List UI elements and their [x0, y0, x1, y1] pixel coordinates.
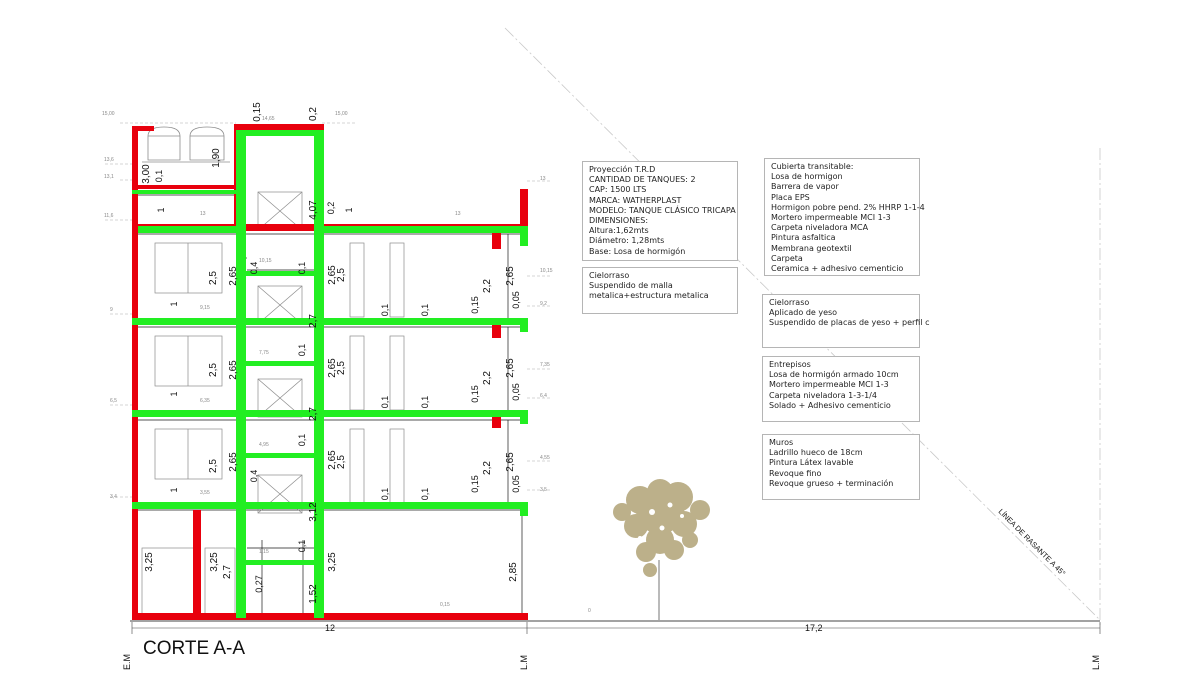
level-mark: 1,15	[259, 549, 269, 555]
level-mark: 4,95	[259, 442, 269, 448]
level-mark: 4,55	[540, 455, 550, 461]
dimension-label: 1	[344, 207, 354, 213]
note-cielorraso-2	[762, 294, 930, 348]
level-mark: 3,55	[200, 490, 210, 496]
note-line: Membrana geotextil	[771, 243, 852, 253]
dimension-label: 0,05	[511, 291, 521, 309]
note-line: Placa EPS	[771, 192, 810, 202]
note-muros	[762, 434, 920, 500]
note-line: Carpeta niveladora MCA	[771, 223, 869, 233]
note-line: Base: Losa de hormigón	[589, 246, 686, 256]
level-mark: 9,15	[200, 305, 210, 311]
level-mark: 3,4	[110, 494, 117, 500]
dimension-label: 2,65	[505, 358, 516, 378]
dimension-label: 0,15	[470, 475, 480, 493]
note-line: Diámetro: 1,28mts	[589, 236, 665, 246]
dimension-label: 3,25	[327, 552, 338, 572]
level-mark: 13	[540, 176, 546, 182]
dimension-label: 0,1	[380, 303, 390, 317]
dimension-label: 0,2	[308, 107, 319, 121]
level-mark: 15,00	[102, 111, 115, 117]
dimension-label: 0,05	[511, 475, 521, 493]
dimension-label: 2,65	[228, 360, 239, 380]
dimension-label: 1	[169, 391, 179, 397]
dimension-label: 1	[169, 301, 179, 307]
note-line: CANTIDAD DE TANQUES: 2	[589, 175, 696, 185]
note-line: Mortero impermeable MCI 1-3	[771, 213, 891, 223]
dimension-label: 0,15	[252, 102, 263, 122]
level-mark: 13,1	[104, 174, 114, 180]
level-mark: 11,6	[104, 213, 114, 219]
ground-floor-gates	[142, 548, 235, 614]
level-mark: 13	[455, 211, 461, 217]
level-mark: 10,15	[540, 268, 553, 274]
dimension-label: 2,2	[482, 279, 493, 293]
dimension-label: 0,1	[380, 395, 390, 409]
dimension-label: 2,7	[308, 314, 319, 328]
dimension-label: 2,5	[208, 459, 219, 473]
note-line: MODELO: TANQUE CLÁSICO TRICAPA	[589, 205, 736, 215]
note-line: Proyección T.R.D	[589, 165, 656, 174]
dimension-label: 0,1	[297, 261, 307, 275]
dimension-label: 2,5	[208, 271, 219, 285]
drawing-title: CORTE A-A	[143, 638, 246, 659]
note-line: Cubierta transitable:	[771, 162, 854, 171]
note-line: Entrepisos	[769, 360, 811, 369]
level-mark: 9,2	[540, 301, 547, 307]
level-mark: 15,00	[335, 111, 348, 117]
dimension-label: 3,12	[308, 502, 319, 522]
level-mark: 13,6	[104, 157, 114, 163]
dimension-label: 0,4	[249, 469, 259, 483]
dimension-label: 0,1	[154, 169, 164, 183]
dimension-label: 3,25	[144, 552, 155, 572]
dimension-label: 3,00	[141, 164, 152, 184]
setback-width-dim: 17,2	[805, 623, 823, 633]
dimension-label: 0,27	[254, 575, 264, 593]
note-line: Muros	[769, 438, 794, 447]
note-line: Losa de hormigón armado 10cm	[769, 370, 899, 380]
note-line: MARCA: WATHERPLAST	[589, 195, 682, 205]
level-mark: 6,4	[540, 393, 547, 399]
dimension-label: 2,2	[482, 461, 493, 475]
dimension-label: 0,1	[297, 539, 307, 553]
note-line: Suspendido de malla	[589, 281, 673, 291]
note-line: Cielorraso	[769, 298, 810, 307]
right-doors	[350, 243, 404, 503]
dimension-label: 0,15	[470, 385, 480, 403]
note-line: Revoque grueso + terminación	[769, 478, 894, 488]
note-line: Suspendido de placas de yeso + perfil c	[769, 318, 930, 328]
dimension-label: 2,5	[336, 455, 347, 469]
level-mark: 7,75	[259, 350, 269, 356]
dimension-label: 2,65	[228, 266, 239, 286]
note-entrepisos	[762, 356, 920, 422]
dimension-label: 2,65	[505, 452, 516, 472]
note-line: Ladrillo hueco de 18cm	[769, 448, 863, 458]
dimension-label: 0,1	[297, 343, 307, 357]
dimension-label: 1,52	[308, 584, 319, 604]
dimension-label: 0,2	[326, 201, 336, 215]
note-line: Pintura Látex lavable	[769, 458, 854, 468]
note-line: Hormigon pobre pend. 2% HHRP 1-1-4	[771, 202, 925, 212]
rasante-label: LÍNEA DE RASANTE A 45°	[996, 507, 1068, 578]
note-line: CAP: 1500 LTS	[589, 185, 647, 195]
note-line: Carpeta niveladora 1-3-1/4	[769, 390, 877, 400]
note-line: Mortero impermeable MCI 1-3	[769, 380, 889, 390]
building-width-dim: 12	[325, 623, 336, 633]
dimension-label: 1,90	[211, 148, 222, 168]
level-mark: 0,15	[440, 602, 450, 608]
dimension-label: 1	[169, 487, 179, 493]
tree	[613, 479, 710, 620]
level-mark: 9	[110, 307, 113, 313]
dimension-label: 4,07	[308, 200, 319, 220]
level-mark: 7,35	[540, 362, 550, 368]
dimension-label: 2,5	[336, 268, 347, 282]
dimension-label: 3,25	[209, 552, 220, 572]
dimension-label: 2,65	[228, 452, 239, 472]
lm-label-mid: L.M	[519, 654, 529, 670]
note-line: Barrera de vapor	[771, 182, 839, 192]
note-line: Altura:1,62mts	[589, 226, 649, 236]
dimension-label: 0,1	[380, 487, 390, 501]
dimension-label: 2,85	[508, 562, 519, 582]
dimension-label: 0,05	[511, 383, 521, 401]
note-line: DIMENSIONES:	[589, 216, 649, 226]
level-mark: 0	[588, 608, 591, 614]
dimension-label: 2,7	[222, 565, 233, 579]
dimension-label: 2,5	[336, 361, 347, 375]
dimension-label: 0,15	[470, 296, 480, 314]
note-line: Ceramica + adhesivo cementicio	[771, 264, 904, 274]
dimension-label: 0,1	[420, 487, 430, 501]
note-line: Revoque fino	[769, 468, 822, 478]
note-line: Losa de hormigon	[771, 172, 843, 182]
note-line: Solado + Adhesivo cementicio	[769, 400, 891, 410]
dimension-label: 2,5	[208, 363, 219, 377]
dimension-label: 2,65	[327, 358, 338, 378]
note-cielorraso-1	[582, 267, 738, 314]
dimension-label: 2,65	[327, 450, 338, 470]
note-line: Pintura asfaltica	[771, 233, 836, 243]
note-line: Cielorraso	[589, 271, 630, 280]
lm-label-right: L.M	[1091, 654, 1101, 670]
level-mark: 6,35	[200, 398, 210, 404]
level-mark: 10,15	[259, 258, 272, 264]
level-mark: 3,5	[540, 487, 547, 493]
dimension-label: 0,4	[249, 261, 259, 275]
dimension-label: 0,1	[420, 303, 430, 317]
overall-dimension-lines	[132, 622, 1100, 634]
level-lines	[105, 123, 550, 497]
level-mark: 6,5	[110, 398, 117, 404]
dimension-label: 2,65	[327, 265, 338, 285]
dimension-label: 0,1	[297, 433, 307, 447]
note-tanque	[582, 161, 738, 261]
note-line: Aplicado de yeso	[769, 308, 838, 318]
note-line: metalica+estructura metalica	[589, 291, 709, 301]
dimension-label: 0,1	[420, 395, 430, 409]
dimension-label: 2,2	[482, 371, 493, 385]
note-cubierta	[764, 158, 925, 276]
note-line: Carpeta	[771, 253, 803, 263]
level-mark: 13	[200, 211, 206, 217]
dimension-label: 2,65	[505, 266, 516, 286]
dimension-label: 1	[156, 207, 166, 213]
dimension-label: 2,7	[308, 407, 319, 421]
em-label: E.M	[122, 653, 132, 670]
level-mark: 14,65	[262, 116, 275, 122]
